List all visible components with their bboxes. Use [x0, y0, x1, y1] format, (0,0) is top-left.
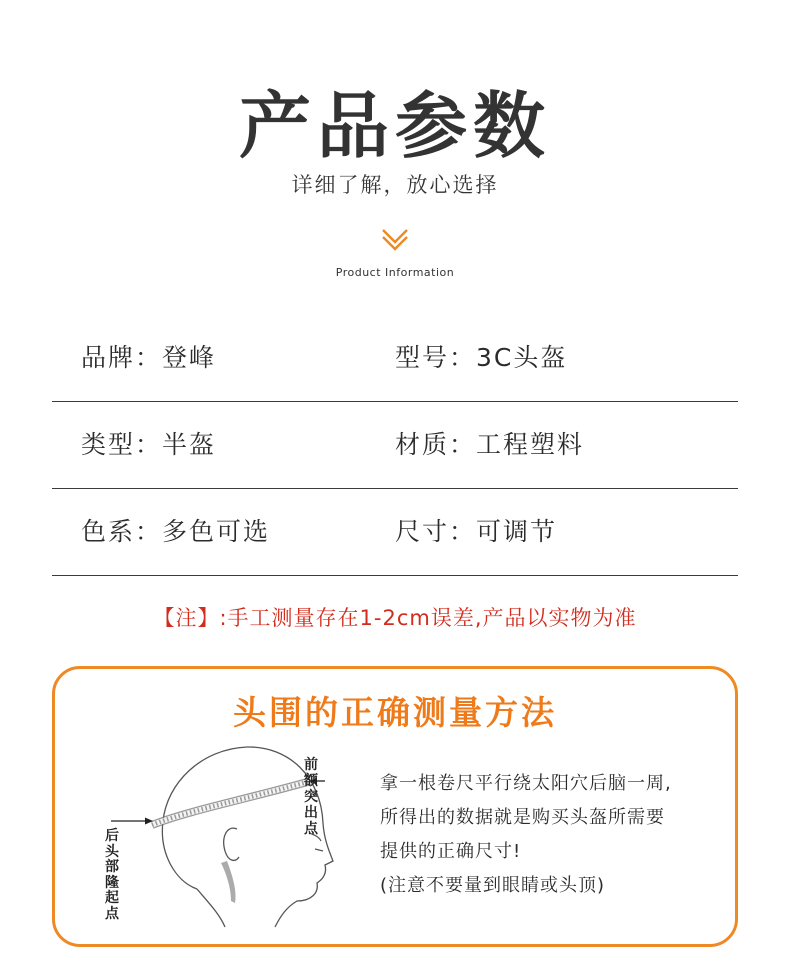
spec-brand: 品牌：登峰: [81, 343, 217, 372]
spec-model: 型号：3C头盔: [395, 343, 568, 372]
double-chevron-down-icon: [379, 224, 411, 254]
measurement-description: [380, 767, 720, 903]
spec-type: 类型：半盔: [81, 430, 217, 459]
spec-row: [52, 402, 738, 489]
description-line: 提供的正确尺寸!: [380, 841, 522, 862]
page-subtitle: 详细了解，放心选择: [291, 173, 499, 197]
measurement-guide-title: 头围的正确测量方法: [233, 693, 557, 732]
front-forehead-label: 前额突出点: [304, 757, 318, 837]
spec-material: 材质：工程塑料: [395, 430, 585, 459]
measurement-guide-box: [52, 666, 738, 947]
spec-row: [52, 315, 738, 402]
description-line: 拿一根卷尺平行绕太阳穴后脑一周,: [380, 773, 672, 794]
spec-row: [52, 489, 738, 576]
section-en-label: Product Information: [335, 266, 455, 279]
head-measurement-illustration: [97, 741, 337, 931]
description-line: 所得出的数据就是购买头盔所需要: [380, 807, 665, 828]
page-title: 产品参数: [238, 84, 551, 168]
measurement-note: 【注】:手工测量存在1-2cm误差,产品以实物为准: [153, 606, 637, 630]
description-line: (注意不要量到眼睛或头顶): [380, 875, 606, 896]
back-head-label: 后头部隆起点: [105, 828, 119, 922]
spec-size: 尺寸：可调节: [395, 517, 558, 546]
spec-color: 色系：多色可选: [81, 517, 271, 546]
